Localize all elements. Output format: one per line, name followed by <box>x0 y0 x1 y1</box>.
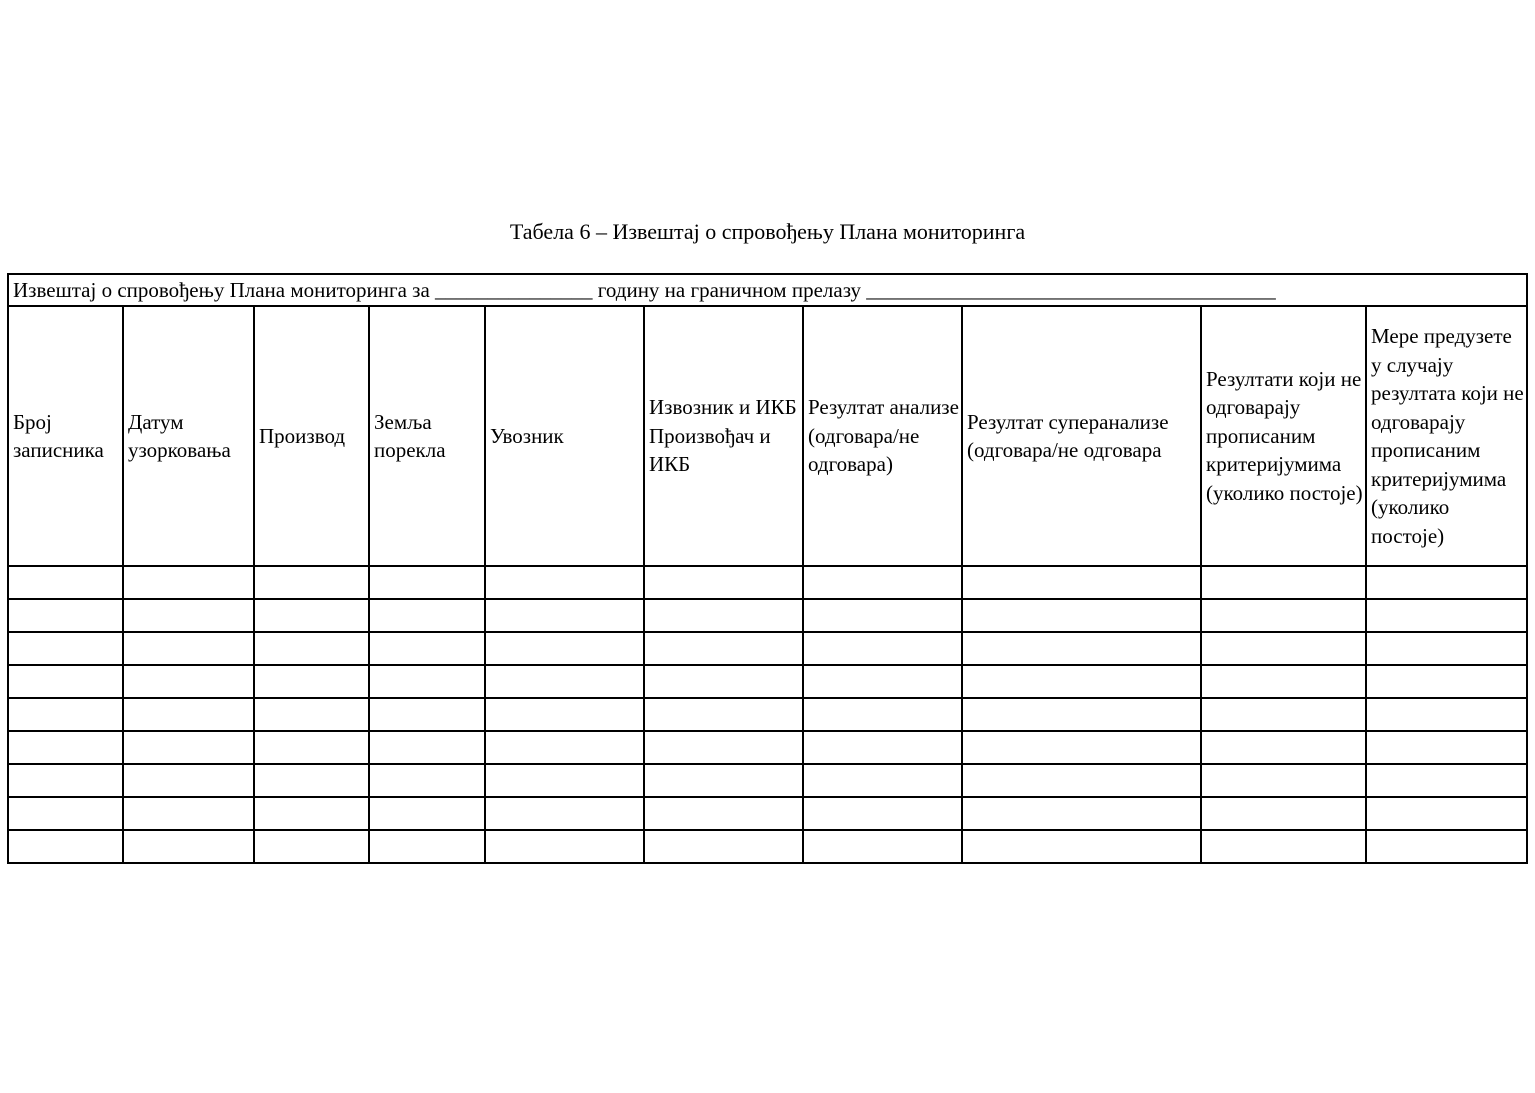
table-cell <box>1366 764 1527 797</box>
table-row <box>8 632 1527 665</box>
column-header-country-of-origin: Земља порекла <box>369 306 485 566</box>
table-cell <box>1201 698 1366 731</box>
column-header-sampling-date: Датум узорковања <box>123 306 254 566</box>
table-cell <box>1366 599 1527 632</box>
table-caption: Табела 6 – Извештај о спровођењу Плана мониторинга <box>509 219 1026 244</box>
table-cell <box>803 632 962 665</box>
table-cell <box>123 731 254 764</box>
table-cell <box>8 566 123 599</box>
table-cell <box>485 731 644 764</box>
table-cell <box>962 599 1201 632</box>
table-cell <box>1201 830 1366 863</box>
table-cell <box>254 797 369 830</box>
table-cell <box>803 665 962 698</box>
table-cell <box>8 830 123 863</box>
table-cell <box>8 764 123 797</box>
table-cell <box>644 599 803 632</box>
table-cell <box>644 665 803 698</box>
table-row <box>8 566 1527 599</box>
table-cell <box>369 632 485 665</box>
table-cell <box>803 731 962 764</box>
column-header-importer: Увозник <box>485 306 644 566</box>
table-cell <box>369 797 485 830</box>
table-body <box>8 566 1527 863</box>
table-row <box>8 599 1527 632</box>
table-cell <box>8 632 123 665</box>
table-cell <box>123 764 254 797</box>
table-cell <box>1201 665 1366 698</box>
table-cell <box>644 632 803 665</box>
table-cell <box>369 830 485 863</box>
table-cell <box>254 566 369 599</box>
table-cell <box>8 665 123 698</box>
table-cell <box>369 566 485 599</box>
table-cell <box>485 797 644 830</box>
table-cell <box>1366 797 1527 830</box>
table-cell <box>123 698 254 731</box>
table-cell <box>1366 566 1527 599</box>
table-cell <box>1201 764 1366 797</box>
column-header-row <box>8 306 1527 566</box>
table-cell <box>8 599 123 632</box>
table-cell <box>369 665 485 698</box>
column-header-noncompliant-results: Резултати који не одговарају прописаним критеријумима (уколико постоје) <box>1201 306 1366 566</box>
table-cell <box>254 665 369 698</box>
table-cell <box>8 797 123 830</box>
table-cell <box>485 665 644 698</box>
table-cell <box>369 698 485 731</box>
table-cell <box>369 764 485 797</box>
table-cell <box>369 599 485 632</box>
table-cell <box>485 632 644 665</box>
table-cell <box>485 599 644 632</box>
table-cell <box>962 764 1201 797</box>
table-cell <box>803 830 962 863</box>
table-cell <box>644 731 803 764</box>
table-cell <box>485 764 644 797</box>
table-cell <box>803 599 962 632</box>
table-cell <box>644 830 803 863</box>
table-cell <box>962 698 1201 731</box>
column-header-superanalysis-result: Резултат суперанализе (одговара/не одговара <box>962 306 1201 566</box>
table-cell <box>254 698 369 731</box>
report-title: Извештај о спровођењу Плана мониторинга за _______________ годину на граничном прелазу _______________________________________ <box>8 274 1527 306</box>
table-cell <box>803 566 962 599</box>
table-cell <box>1366 632 1527 665</box>
table-cell <box>254 599 369 632</box>
table-cell <box>644 764 803 797</box>
column-header-product: Производ <box>254 306 369 566</box>
column-header-exporter-producer: Извозник и ИКБ Произвођач и ИКБ <box>644 306 803 566</box>
table-cell <box>644 797 803 830</box>
table-row <box>8 665 1527 698</box>
table-cell <box>962 731 1201 764</box>
table-cell <box>962 830 1201 863</box>
table-cell <box>1366 830 1527 863</box>
table-cell <box>123 566 254 599</box>
table-cell <box>803 698 962 731</box>
table-cell <box>254 632 369 665</box>
column-header-record-number: Број записника <box>8 306 123 566</box>
table-cell <box>1201 797 1366 830</box>
column-header-measures-taken: Мере предузете у случају резултата који не одговарају прописаним критеријумима (уколико постоје) <box>1366 306 1527 566</box>
table-cell <box>1366 665 1527 698</box>
table-cell <box>123 830 254 863</box>
table-cell <box>1201 632 1366 665</box>
table-cell <box>485 830 644 863</box>
column-header-analysis-result: Резултат анализе (одговара/не одговара) <box>803 306 962 566</box>
table-cell <box>644 566 803 599</box>
table-row <box>8 698 1527 731</box>
table-cell <box>1366 698 1527 731</box>
table-cell <box>123 797 254 830</box>
table-cell <box>1201 731 1366 764</box>
table-cell <box>644 698 803 731</box>
monitoring-report-table <box>7 273 1528 864</box>
table-row <box>8 797 1527 830</box>
table-cell <box>962 632 1201 665</box>
table-cell <box>803 797 962 830</box>
table-cell <box>1201 566 1366 599</box>
table-cell <box>254 731 369 764</box>
table-cell <box>254 764 369 797</box>
table-cell <box>485 566 644 599</box>
table-row <box>8 830 1527 863</box>
table-cell <box>962 797 1201 830</box>
table-cell <box>123 632 254 665</box>
table-cell <box>123 599 254 632</box>
table-cell <box>8 731 123 764</box>
table-cell <box>962 566 1201 599</box>
report-title-row <box>8 274 1527 306</box>
table-cell <box>8 698 123 731</box>
table-cell <box>1366 731 1527 764</box>
table-cell <box>369 731 485 764</box>
table-cell <box>485 698 644 731</box>
table-row <box>8 764 1527 797</box>
table-cell <box>254 830 369 863</box>
table-row <box>8 731 1527 764</box>
table-cell <box>1201 599 1366 632</box>
table-cell <box>803 764 962 797</box>
table-cell <box>962 665 1201 698</box>
table-cell <box>123 665 254 698</box>
